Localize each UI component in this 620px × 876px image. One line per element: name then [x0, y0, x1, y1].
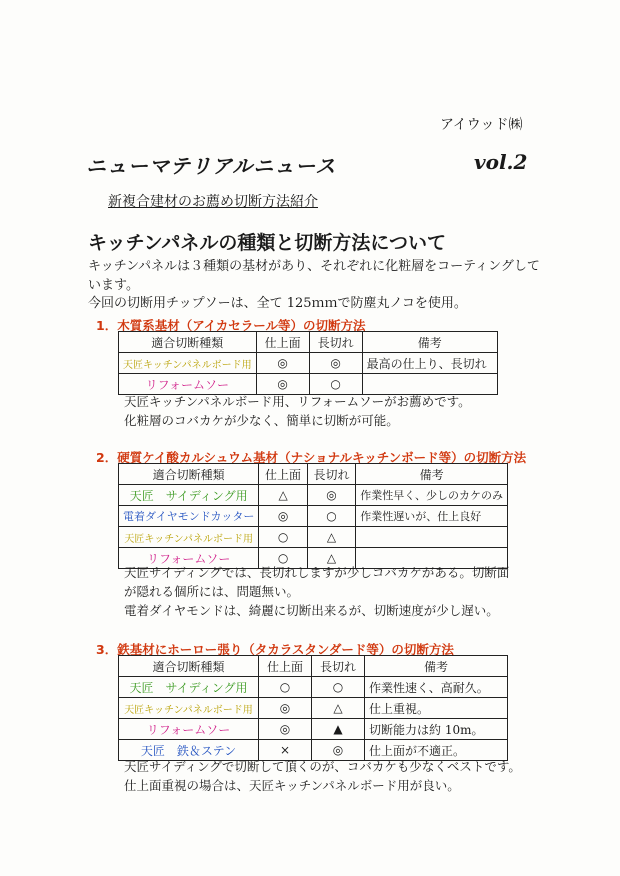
section-notes-1: [124, 392, 471, 430]
row-note: 作業性早く、少しのカケのみ: [356, 485, 508, 506]
col-header-finish: 仕上面: [259, 656, 312, 677]
intro-line: 今回の切断用チップソーは、全て 125ｍｍで防塵丸ノコを使用。: [88, 296, 467, 311]
section-notes-2: [124, 563, 509, 620]
subtitle: 新複合建材のお薦め切断方法紹介: [108, 194, 318, 210]
blade-name: 天匠 サイディング用: [119, 677, 259, 698]
blade-name: 電着ダイヤモンドカッター: [119, 506, 259, 527]
company-name: アイウッド㈱: [440, 117, 523, 133]
finish-rating: ×: [259, 740, 312, 761]
finish-rating: ◎: [256, 374, 309, 395]
blade-name: 天匠 サイディング用: [119, 485, 259, 506]
row-note: 仕上面が不適正。: [365, 740, 508, 761]
cut-rating: ○: [312, 677, 365, 698]
blade-name: リフォームソー: [119, 548, 259, 569]
cutting-table-2: [118, 463, 508, 569]
row-note: 作業性速く、高耐久。: [365, 677, 508, 698]
section-title-3: 3．鉄基材にホーロー張り（タカラスタンダード等）の切断方法: [96, 642, 454, 657]
table-row: [119, 719, 508, 740]
col-header-type: 適合切断種類: [119, 332, 257, 353]
cut-rating: △: [307, 548, 355, 569]
table-row: [119, 677, 508, 698]
note-line: 天匠キッチンパネルボード用、リフォームソーがお薦めです。: [124, 394, 471, 409]
row-note: 切断能力は約 10m。: [365, 719, 508, 740]
table-header-row: [119, 656, 508, 677]
blade-name: 天匠 鉄＆ステン: [119, 740, 259, 761]
row-note: [356, 527, 508, 548]
cutting-table-3: [118, 655, 508, 761]
row-note: 最高の仕上り、長切れ: [362, 353, 497, 374]
row-note: 作業性遅いが、仕上良好: [356, 506, 508, 527]
table-row: [119, 485, 508, 506]
cut-rating: △: [307, 527, 355, 548]
finish-rating: ◎: [256, 353, 309, 374]
finish-rating: ○: [259, 677, 312, 698]
finish-rating: ◎: [259, 719, 312, 740]
col-header-finish: 仕上面: [256, 332, 309, 353]
blade-name: リフォームソー: [119, 719, 259, 740]
col-header-cut: 長切れ: [312, 656, 365, 677]
finish-rating: ◎: [259, 698, 312, 719]
section-notes-3: [124, 757, 521, 795]
blade-name: リフォームソー: [119, 374, 257, 395]
table-row: [119, 527, 508, 548]
section-title-1: 1．木質系基材（アイカセラール等）の切断方法: [96, 318, 366, 333]
note-line: が隠れる個所には、問題無い。: [124, 584, 300, 599]
col-header-type: 適合切断種類: [119, 464, 259, 485]
cut-rating: ◎: [309, 353, 362, 374]
note-line: 天匠サイディングでは、長切れしますが少しコバカケがある。切断面: [124, 565, 510, 580]
cut-rating: ○: [309, 374, 362, 395]
blade-name: 天匠キッチンパネルボード用: [119, 353, 257, 374]
col-header-finish: 仕上面: [259, 464, 307, 485]
col-header-note: 備考: [362, 332, 497, 353]
col-header-note: 備考: [365, 656, 508, 677]
col-header-note: 備考: [356, 464, 508, 485]
table-header-row: [119, 464, 508, 485]
cutting-table-1: [118, 331, 498, 395]
finish-rating: ◎: [259, 506, 307, 527]
col-header-cut: 長切れ: [307, 464, 355, 485]
blade-name: 天匠キッチンパネルボード用: [119, 698, 259, 719]
intro-text: [88, 258, 548, 314]
cut-rating: ▲: [312, 719, 365, 740]
table-row: [119, 698, 508, 719]
finish-rating: △: [259, 485, 307, 506]
table-header-row: [119, 332, 498, 353]
cut-rating: ◎: [307, 485, 355, 506]
table-row: [119, 353, 498, 374]
blade-name: 天匠キッチンパネルボード用: [119, 527, 259, 548]
cut-rating: △: [312, 698, 365, 719]
note-line: 天匠サイディングで切断して頂くのが、コバカケも少なくベストです。: [124, 759, 521, 774]
volume-label: vol.2: [474, 150, 528, 174]
finish-rating: ○: [259, 548, 307, 569]
col-header-type: 適合切断種類: [119, 656, 259, 677]
intro-line: キッチンパネルは３種類の基材があり、それぞれに化粧層をコーティングしています。: [88, 259, 540, 293]
col-header-cut: 長切れ: [309, 332, 362, 353]
row-note: 仕上重視。: [365, 698, 508, 719]
note-line: 電着ダイヤモンドは、綺麗に切断出来るが、切断速度が少し遅い。: [124, 603, 499, 618]
section-title-2: 2．硬質ケイ酸カルシュウム基材（ナショナルキッチンボード等）の切断方法: [96, 450, 527, 465]
cut-rating: ◎: [312, 740, 365, 761]
table-row: [119, 506, 508, 527]
main-heading: キッチンパネルの種類と切断方法について: [88, 232, 446, 254]
finish-rating: ○: [259, 527, 307, 548]
note-line: 化粧層のコバカケが少なく、簡単に切断が可能。: [124, 413, 399, 428]
newsletter-title: ニューマテリアルニュース: [86, 154, 337, 178]
cut-rating: ○: [307, 506, 355, 527]
note-line: 仕上面重視の場合は、天匠キッチンパネルボード用が良い。: [124, 778, 460, 793]
